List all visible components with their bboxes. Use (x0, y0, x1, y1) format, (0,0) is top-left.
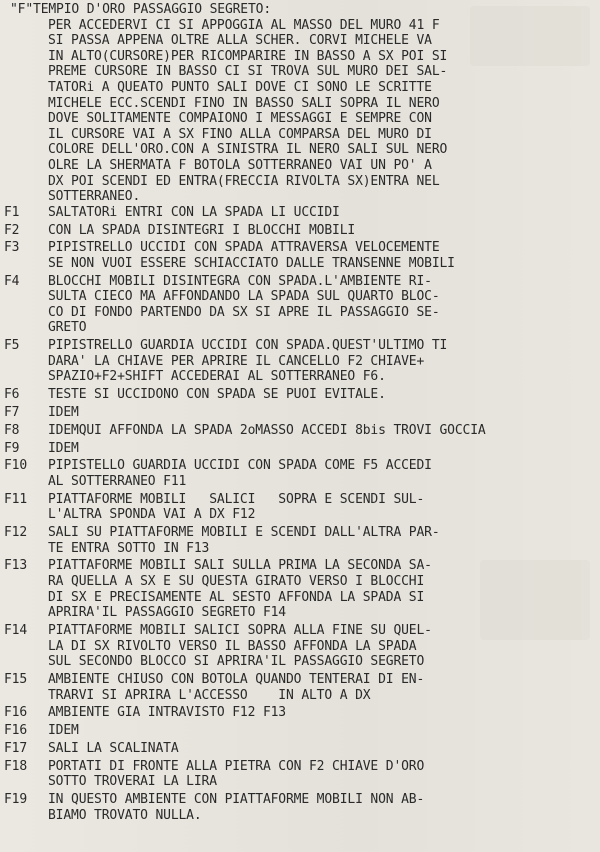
room-entries-list (4, 205, 594, 824)
room-description-line: PIPISTRELLO UCCIDI CON SPADA ATTRAVERSA VELOCEMENTE (48, 240, 440, 256)
intro-line: COLORE DELL'ORO.CON A SINISTRA IL NERO SALI SUL NERO (48, 142, 448, 158)
room-description-line: PORTATI DI FRONTE ALLA PIETRA CON F2 CHIAVE D'ORO (48, 758, 425, 774)
room-description-line: IDEM (48, 723, 79, 739)
room-entry (4, 405, 594, 421)
room-label: F5 (4, 338, 20, 354)
intro-line: DOVE SOLITAMENTE COMPAIONO I MESSAGGI E SEMPRE CON (48, 111, 432, 127)
room-entry (4, 338, 594, 385)
room-description-line: AL SOTTERRANEO F11 (48, 473, 187, 489)
room-description-line: LA DI SX RIVOLTO VERSO IL BASSO AFFONDA LA SPADA (48, 638, 417, 654)
room-entry (4, 458, 594, 489)
room-description-line: IDEM (48, 404, 79, 420)
room-description-line: DARA' LA CHIAVE PER APRIRE IL CANCELLO F2 CHIAVE+ (48, 353, 425, 369)
page-title: "F"TEMPIO D'ORO PASSAGGIO SEGRETO: (10, 2, 272, 17)
room-entry (4, 759, 594, 790)
room-description-line: TRARVI SI APRIRA L'ACCESSO IN ALTO A DX (48, 687, 371, 703)
room-label: F14 (4, 623, 28, 638)
room-description-line: SALI SU PIATTAFORME MOBILI E SCENDI DALL'ALTRA PAR- (48, 525, 440, 541)
room-description-line: SOTTO TROVERAI LA LIRA (48, 774, 217, 790)
intro-line: SOTTERRANEO. (48, 189, 141, 205)
room-entry (4, 240, 594, 271)
room-entry (4, 525, 594, 556)
room-description-line: SULTA CIECO MA AFFONDANDO LA SPADA SUL QUARTO BLOC- (48, 289, 440, 305)
room-description-line: PIATTAFORME MOBILI SALICI SOPRA E SCENDI SUL- (48, 491, 425, 507)
room-description-line: PIPISTRELLO GUARDIA UCCIDI CON SPADA.QUEST'ULTIMO TI (48, 338, 448, 354)
room-description-line: TESTE SI UCCIDONO CON SPADA SE PUOI EVITALE. (48, 387, 386, 403)
room-description-line: APRIRA'IL PASSAGGIO SEGRETO F14 (48, 605, 286, 621)
room-label: F16 (4, 723, 28, 739)
room-description-line: BLOCCHI MOBILI DISINTEGRA CON SPADA.L'AMBIENTE RI- (48, 273, 432, 289)
room-entry (4, 423, 594, 439)
room-label: F2 (4, 222, 20, 238)
room-label: F18 (4, 758, 28, 774)
room-label: F16 (4, 705, 28, 721)
room-entry (4, 705, 594, 721)
room-description-line: SE NON VUOI ESSERE SCHIACCIATO DALLE TRANSENNE MOBILI (48, 255, 455, 271)
room-description-line: BIAMO TROVATO NULLA. (48, 807, 202, 823)
room-description-line: SUL SECONDO BLOCCO SI APRIRA'IL PASSAGGIO SEGRETO (48, 654, 425, 670)
room-label: F3 (4, 240, 20, 256)
room-description-line: CO DI FONDO PARTENDO DA SX SI APRE IL PASSAGGIO SE- (48, 304, 440, 320)
room-entry (4, 387, 594, 403)
room-label: F15 (4, 671, 28, 687)
room-description-line: CON LA SPADA DISINTEGRI I BLOCCHI MOBILI (48, 222, 356, 238)
intro-line: TATORi A QUEATO PUNTO SALI DOVE CI SONO LE SCRITTE (48, 79, 432, 95)
room-description-line: PIPISTELLO GUARDIA UCCIDI CON SPADA COME F5 ACCEDI (48, 458, 432, 474)
room-entry (4, 723, 594, 739)
room-description-line: AMBIENTE CHIUSO CON BOTOLA QUANDO TENTERAI DI EN- (48, 671, 425, 687)
room-label: F17 (4, 740, 28, 756)
room-description-line: GRETO (48, 320, 87, 336)
room-entry (4, 274, 594, 336)
room-entry (4, 792, 594, 823)
room-description-line: AMBIENTE GIA INTRAVISTO F12 F13 (48, 705, 286, 721)
room-description-line: SALI LA SCALINATA (48, 740, 179, 756)
room-description-line: SPAZIO+F2+SHIFT ACCEDERAI AL SOTTERRANEO F6. (48, 369, 386, 385)
room-label: F4 (4, 273, 20, 289)
room-entry (4, 223, 594, 239)
room-description-line: TE ENTRA SOTTO IN F13 (48, 540, 210, 556)
room-label: F11 (4, 491, 28, 507)
room-label: F6 (4, 387, 20, 403)
room-label: F19 (4, 792, 28, 808)
intro-line: PREME CURSORE IN BASSO CI SI TROVA SUL MURO DEI SAL- (48, 64, 448, 80)
room-entry (4, 492, 594, 523)
intro-line: IL CURSORE VAI A SX FINO ALLA COMPARSA DEL MURO DI (48, 126, 432, 142)
room-label: F1 (4, 204, 20, 220)
room-label: F10 (4, 458, 28, 474)
room-entry (4, 558, 594, 620)
room-entry (4, 672, 594, 703)
intro-line: OLRE LA SHERMATA F BOTOLA SOTTERRANEO VAI UN PO' A (48, 157, 432, 173)
room-entry (4, 623, 594, 670)
room-label: F13 (4, 558, 28, 574)
room-label: F9 (4, 440, 20, 456)
room-label: F8 (4, 422, 20, 438)
room-entry (4, 441, 594, 457)
room-description-line: IN QUESTO AMBIENTE CON PIATTAFORME MOBILI NON AB- (48, 792, 425, 808)
room-description-line: PIATTAFORME MOBILI SALI SULLA PRIMA LA SECONDA SA- (48, 558, 432, 574)
intro-line: SI PASSA APPENA OLTRE ALLA SCHER. CORVI MICHELE VA (48, 33, 432, 49)
room-entry (4, 205, 594, 221)
room-description-line: IDEMQUI AFFONDA LA SPADA 2oMASSO ACCEDI 8bis TROVI GOCCIA (48, 422, 486, 438)
intro-line: PER ACCEDERVI CI SI APPOGGIA AL MASSO DEL MURO 41 F (48, 17, 440, 33)
room-entry (4, 741, 594, 757)
intro-line: DX POI SCENDI ED ENTRA(FRECCIA RIVOLTA SX)ENTRA NEL (48, 173, 440, 189)
room-description-line: RA QUELLA A SX E SU QUESTA GIRATO VERSO I BLOCCHI (48, 574, 425, 590)
room-description-line: IDEM (48, 440, 79, 456)
room-description-line: PIATTAFORME MOBILI SALICI SOPRA ALLA FINE SU QUEL- (48, 623, 432, 638)
intro-paragraph (4, 18, 594, 205)
intro-line: MICHELE ECC.SCENDI FINO IN BASSO SALI SOPRA IL NERO (48, 95, 440, 111)
room-description-line: SALTATORi ENTRI CON LA SPADA LI UCCIDI (48, 204, 340, 220)
room-description-line: L'ALTRA SPONDA VAI A DX F12 (48, 507, 256, 523)
intro-line: IN ALTO(CURSORE)PER RICOMPARIRE IN BASSO A SX POI SI (48, 48, 448, 64)
document-content (4, 2, 594, 823)
room-description-line: DI SX E PRECISAMENTE AL SESTO AFFONDA LA SPADA SI (48, 589, 425, 605)
room-label: F12 (4, 525, 28, 541)
room-label: F7 (4, 404, 20, 420)
